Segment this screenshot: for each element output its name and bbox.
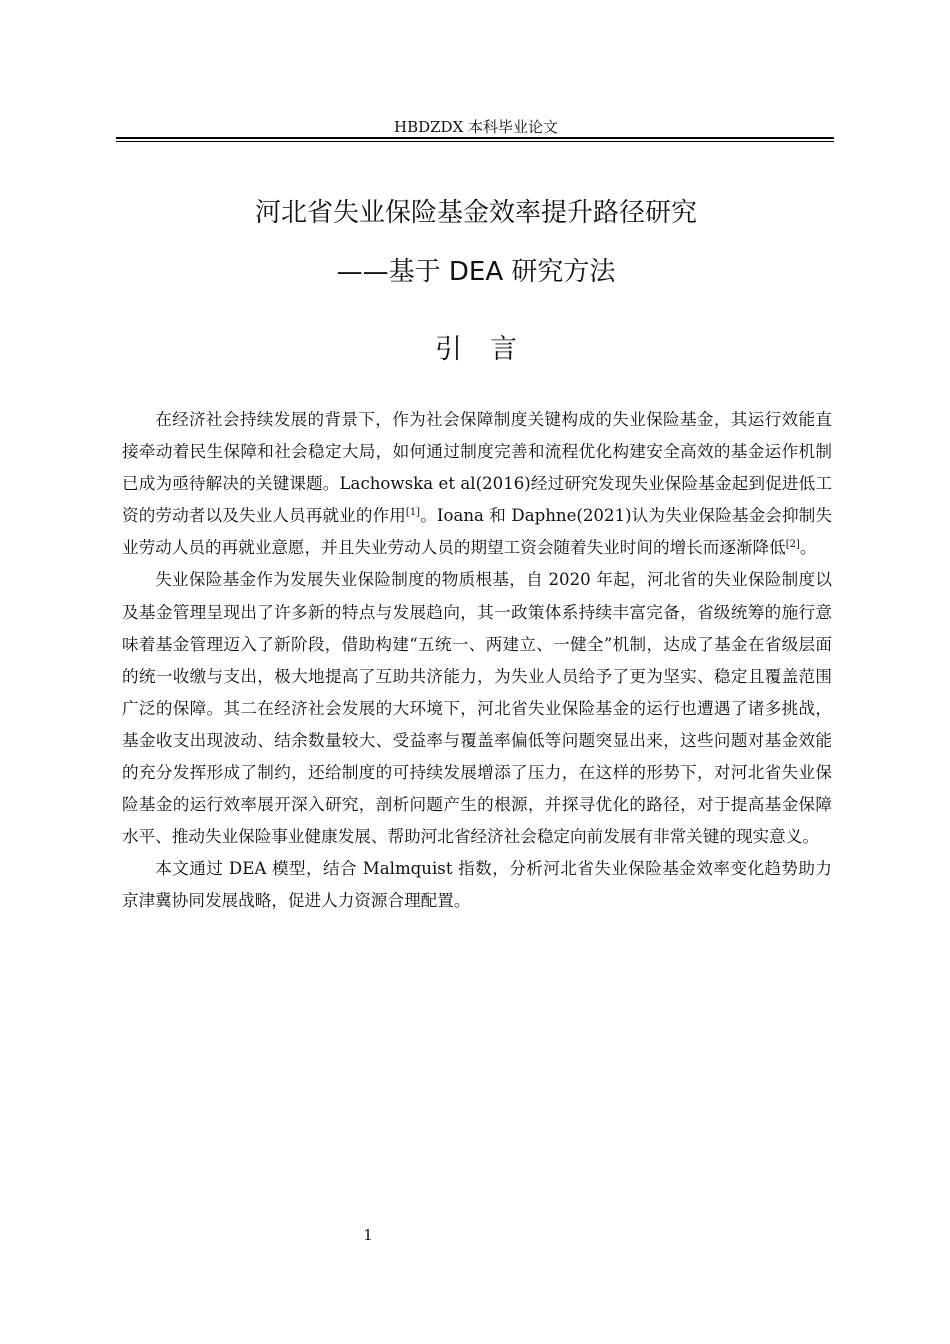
paragraph-3: 本文通过 DEA 模型，结合 Malmquist 指数，分析河北省失业保险基金效率变化趋势助力京津冀协同发展战略，促进人力资源合理配置。 [122,859,832,911]
paragraph-2: 失业保险基金作为发展失业保险制度的物质根基，自 2020 年起，河北省的失业保险制度以及基金管理呈现出了许多新的特点与发展趋向，其一政策体系持续丰富完备，省级统筹的施行意味着基金管理迈入了新阶段，借助构建“五统一、两建立、一健全”机制，达成了基金在省级层面的统一收缴与支出，极大地提高了互助共济能力，为失业人员给予了更为坚实、稳定且覆盖范围广泛的保障。其二在经济社会发展的大环境下，河北省失业保险基金的运行也遭遇了诸多挑战，基金收支出现波动、结余数量较大、受益率与覆盖率偏低等问题突显出来，这些问题对基金效能的充分发挥形成了制约，还给制度的可持续发展增添了压力，在这样的形势下，对河北省失业保险基金的运行效率展开深入研究，剖析问题产生的根源，并探寻优化的路径，对于提高基金保障水平、推动失业保险事业健康发展、帮助河北省经济社会稳定向前发展有非常关键的现实意义。 [122,570,832,847]
citation-1: [1] [405,507,421,519]
running-header: HBDZDX 本科毕业论文 [393,118,559,136]
body-text [122,404,832,918]
header-rule-thick [116,137,834,139]
paragraph-1-part-1: 在经济社会持续发展的背景下，作为社会保障制度关键构成的失业保险基金，其运行效能直接牵动着民生保障和社会稳定大局，如何通过制度完善和流程优化构建安全高效的基金运作机制已成为亟待解决的关键课题。Lachowska et al(2016)经过研究发现失业保险基金起到促进低工资的劳动者以及失业人员再就业的作用 [122,410,832,526]
paragraph-1-part-2: 。Ioana 和 Daphne(2021)认为失业保险基金会抑制失业劳动人员的再就业意愿，并且失业劳动人员的期望工资会随着失业时间的增长而逐渐降低 [122,506,832,558]
page-number: 1 [363,1226,373,1244]
paper-title: 河北省失业保险基金效率提升路径研究 [254,198,697,228]
paragraph-1 [122,404,832,564]
citation-2: [2] [785,539,800,551]
header-rule-thin [116,141,834,142]
paper-subtitle: ——基于 DEA 研究方法 [336,257,616,287]
paragraph-1-part-3: 。 [799,538,817,558]
section-heading: 引言 [435,334,545,365]
